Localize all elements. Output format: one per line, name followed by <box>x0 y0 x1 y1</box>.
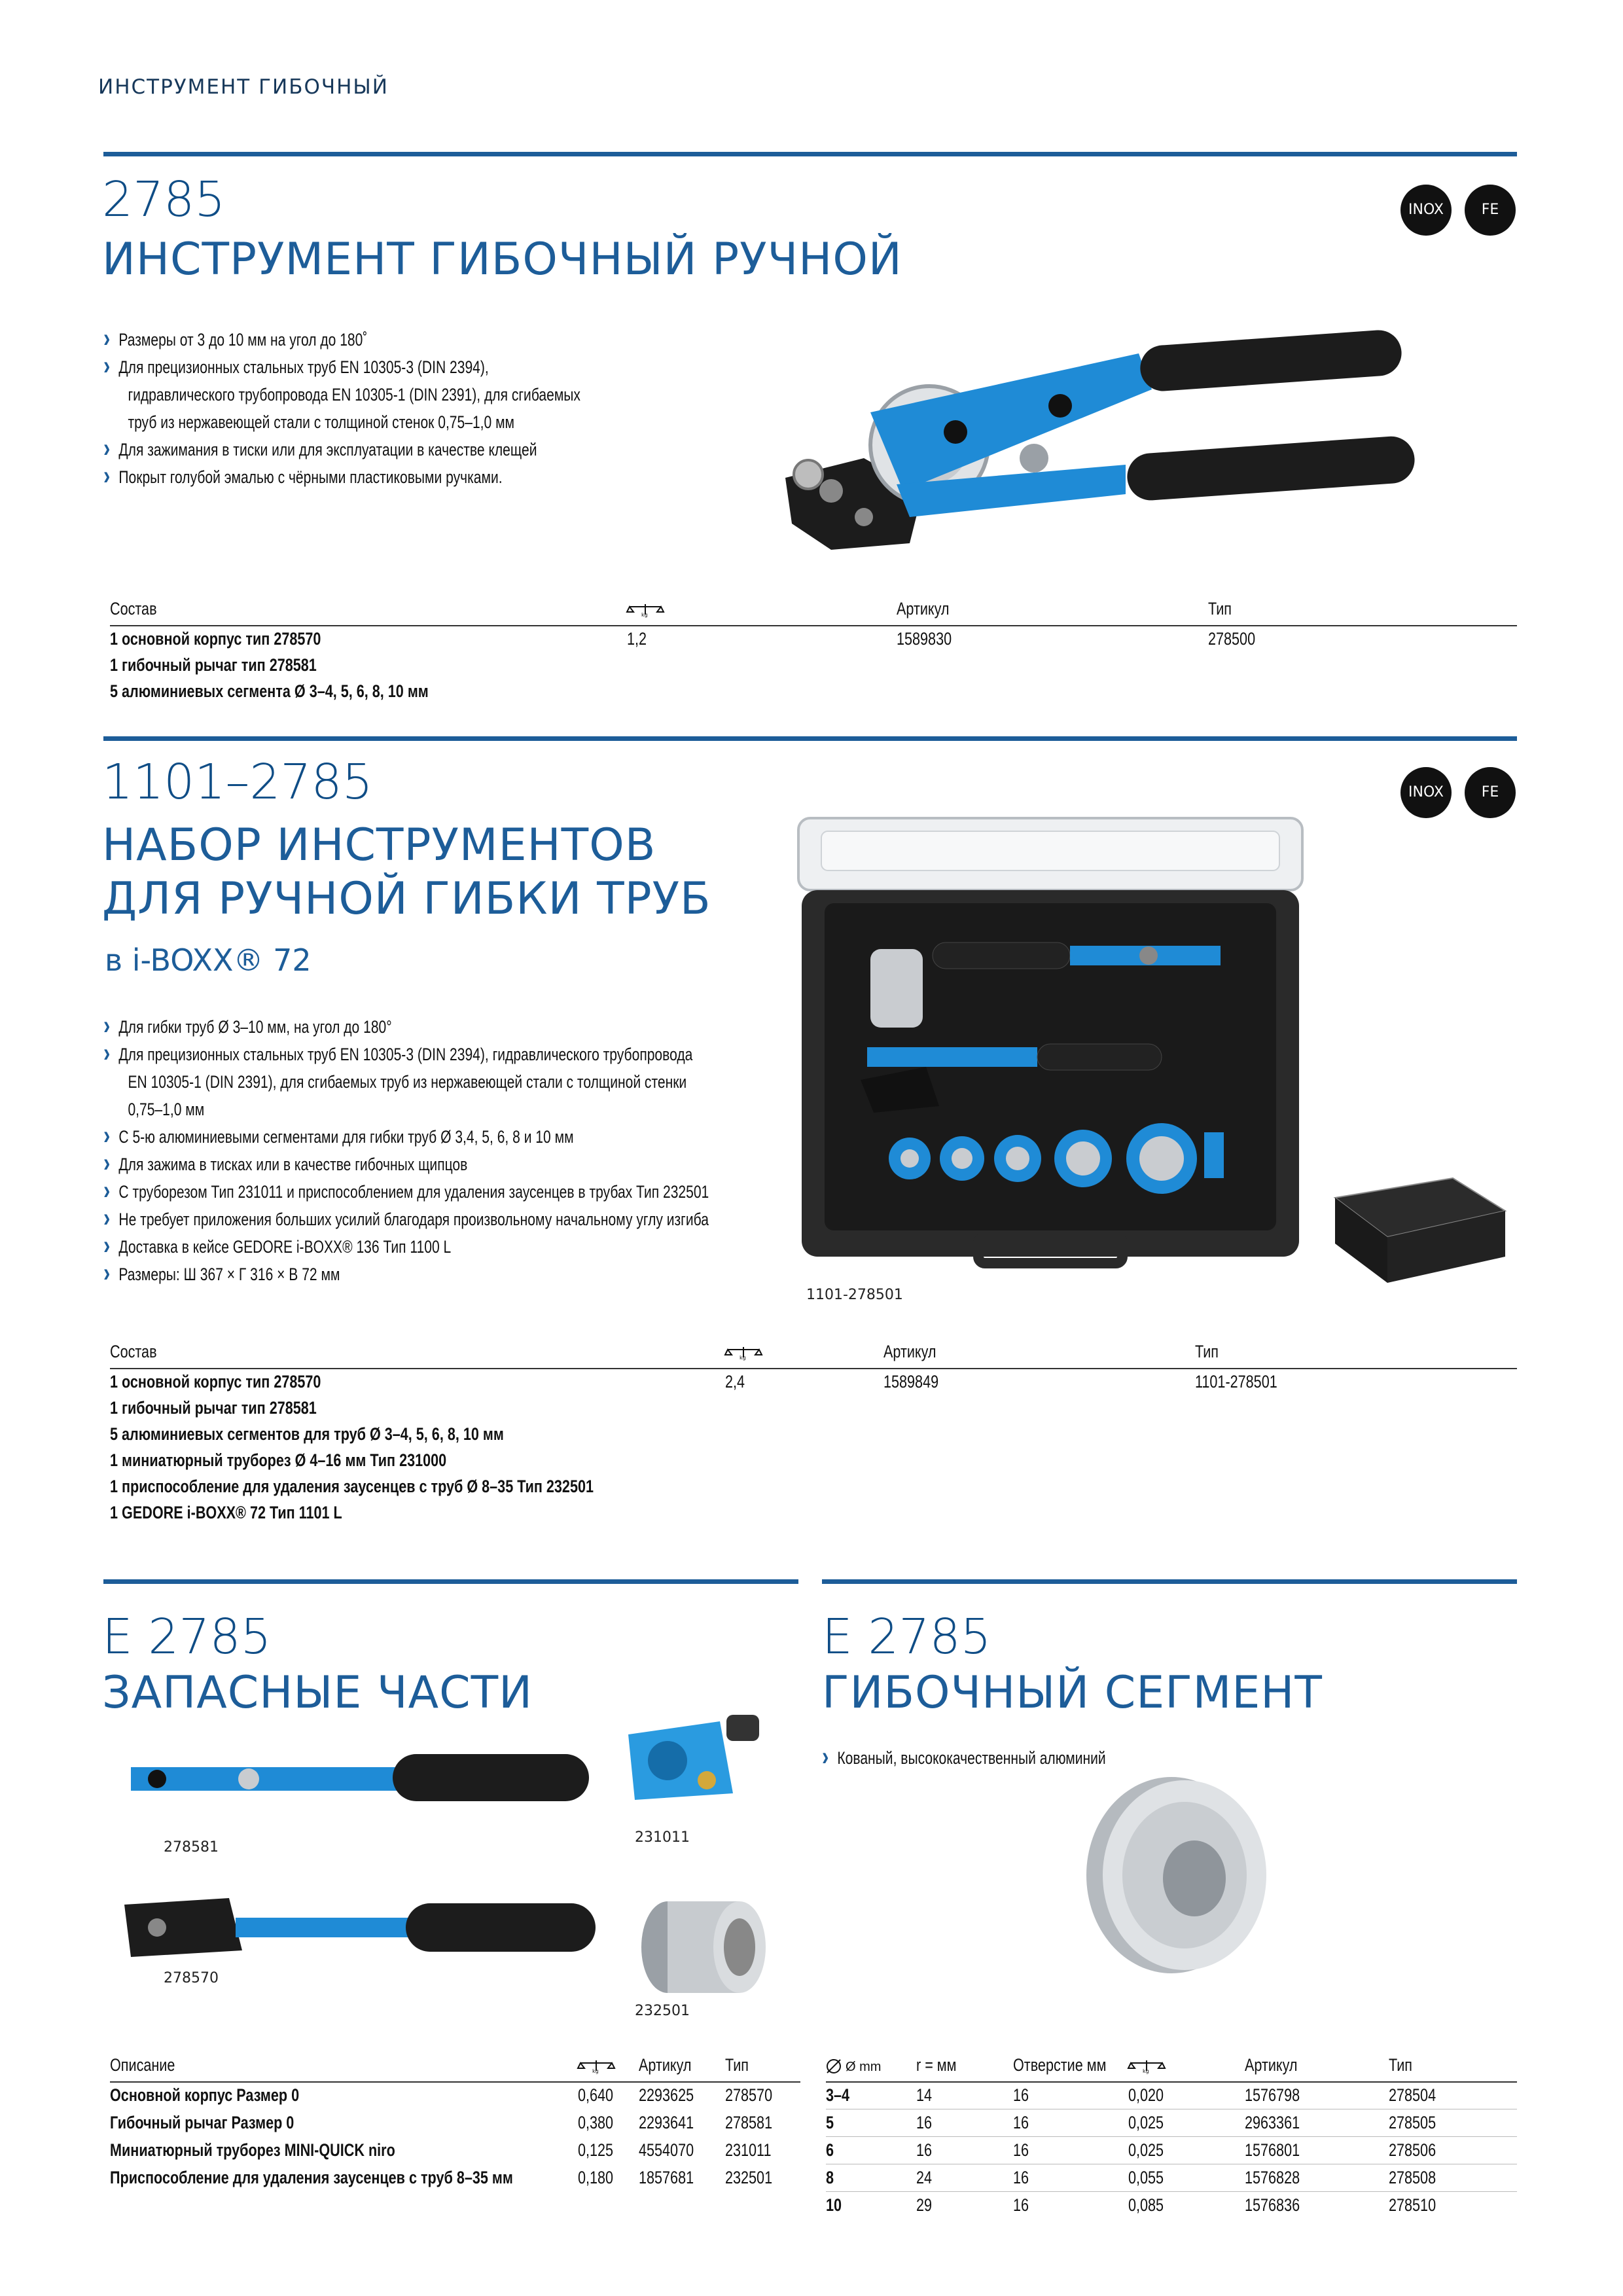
table-row-type: 278505 <box>1389 2113 1436 2132</box>
feature-item: › Покрыт голубой эмалью с чёрными пластиковыми ручками. <box>103 463 580 491</box>
table-row-weight: 0,025 <box>1128 2113 1164 2132</box>
table-row-radius: 24 <box>916 2168 933 2187</box>
segments-table <box>826 2055 1517 2219</box>
article-value: 1589830 <box>897 629 952 649</box>
product1-features <box>103 326 580 491</box>
table-row-weight: 0,055 <box>1128 2168 1164 2187</box>
product2-features <box>103 1013 709 1288</box>
table-row-type: 278504 <box>1389 2085 1436 2105</box>
tool-case-image <box>795 818 1306 1289</box>
weight-icon <box>725 1346 762 1360</box>
table-row: 1 миниатюрный труборез Ø 4–16 мм Тип 231000 <box>110 1450 447 1470</box>
section-header: ИНСТРУМЕНТ ГИБОЧНЫЙ <box>98 75 389 99</box>
table-row-article: 1857681 <box>639 2168 694 2187</box>
table-row-description: Приспособление для удаления заусенцев с труб 8–35 мм <box>110 2168 513 2187</box>
col-header-type: Тип <box>1195 1342 1219 1361</box>
table-row: 1 основной корпус тип 278570 <box>110 629 321 649</box>
product1-table <box>110 599 1517 704</box>
product2-subtitle: в i-BOXX® 72 <box>105 942 312 978</box>
weight-value: 2,4 <box>725 1372 745 1391</box>
table-header-line <box>826 2081 1517 2083</box>
table-row-type: 278581 <box>725 2113 773 2132</box>
table-row-diameter: 10 <box>826 2195 842 2215</box>
table-row-description: Миниатюрный труборез MINI-QUICK niro <box>110 2140 395 2160</box>
product2-title-line2: ДЛЯ РУЧНОЙ ГИБКИ ТРУБ <box>102 873 711 925</box>
col-header-description: Описание <box>110 2055 175 2075</box>
spare-parts-table <box>110 2055 800 2199</box>
table-row-diameter: 5 <box>826 2113 834 2132</box>
small-case-image <box>1322 1172 1518 1302</box>
col-header-article: Артикул <box>897 599 950 619</box>
feature-item: › Для зажима в тисках или в качестве гибочных щипцов <box>103 1151 709 1178</box>
feature-item: › Кованый, высококачественный алюминий <box>822 1744 1106 1772</box>
table-row: 1 приспособление для удаления заусенцев с труб Ø 8–35 Тип 232501 <box>110 1477 594 1496</box>
table-row-type: 232501 <box>725 2168 773 2187</box>
top-rule <box>103 152 1517 156</box>
table-row-article: 2963361 <box>1245 2113 1300 2132</box>
col-header-type: Тип <box>1208 599 1232 619</box>
inox-badge: INOX <box>1400 185 1452 236</box>
section-rule <box>103 736 1517 741</box>
part-caption: 232501 <box>635 2003 690 2019</box>
table-row-weight: 0,125 <box>578 2140 614 2160</box>
part-caption: 231011 <box>635 1829 690 1846</box>
table-row: 1 гибочный рычаг тип 278581 <box>110 655 317 675</box>
table-row-weight: 0,640 <box>578 2085 614 2105</box>
deburring-tool-image <box>628 1892 772 2003</box>
inox-badge: INOX <box>1400 767 1452 818</box>
product2-title-line1: НАБОР ИНСТРУМЕНТОВ <box>102 819 656 871</box>
table-row-article: 2293641 <box>639 2113 694 2132</box>
table-row-type: 278508 <box>1389 2168 1436 2187</box>
table-row-weight: 0,085 <box>1128 2195 1164 2215</box>
table-row-hole: 16 <box>1013 2195 1029 2215</box>
table-row-diameter: 3–4 <box>826 2085 850 2105</box>
table-row-radius: 16 <box>916 2140 933 2160</box>
product1-title: ИНСТРУМЕНТ ГИБОЧНЫЙ РУЧНОЙ <box>102 234 902 285</box>
col-header-article: Артикул <box>1245 2055 1298 2075</box>
table-row-article: 1576798 <box>1245 2085 1300 2105</box>
feature-item: 0,75–1,0 мм <box>128 1100 205 1119</box>
table-row-type: 231011 <box>725 2140 772 2160</box>
table-row-hole: 16 <box>1013 2085 1029 2105</box>
table-row-article: 1576828 <box>1245 2168 1300 2187</box>
feature-item: › Не требует приложения больших усилий благодаря произвольному начальному углу изгиба <box>103 1206 709 1233</box>
col-header-type: Тип <box>725 2055 749 2075</box>
table-row: 1 основной корпус тип 278570 <box>110 1372 321 1391</box>
table-row-description: Гибочный рычаг Размер 0 <box>110 2113 294 2132</box>
table-row-radius: 29 <box>916 2195 933 2215</box>
product2-code: 1101–2785 <box>102 754 373 810</box>
table-row-diameter: 8 <box>826 2168 834 2187</box>
feature-item: › Для прецизионных стальных труб EN 10305-3 (DIN 2394), гидравлического трубопровода <box>103 1041 709 1068</box>
type-value: 278500 <box>1208 629 1256 649</box>
bending-segment-image <box>1073 1767 1283 1983</box>
col-header-composition: Состав <box>110 599 157 619</box>
weight-icon-label: kg <box>1143 2068 1149 2074</box>
table-row-description: Основной корпус Размер 0 <box>110 2085 300 2105</box>
table-row-radius: 14 <box>916 2085 933 2105</box>
feature-item: › Размеры: Ш 367 × Г 316 × В 72 мм <box>103 1261 709 1288</box>
product3-code: E 2785 <box>102 1609 272 1665</box>
section-rule <box>103 1579 798 1584</box>
table-row-weight: 0,380 <box>578 2113 614 2132</box>
product3-title: ЗАПАСНЫЕ ЧАСТИ <box>102 1667 533 1719</box>
article-value: 1589849 <box>883 1372 939 1391</box>
product4-features <box>822 1744 1106 1772</box>
table-row-type: 278506 <box>1389 2140 1436 2160</box>
feature-item: гидравлического трубопровода EN 10305-1 (DIN 2391), для сгибаемых <box>128 385 580 404</box>
product4-title: ГИБОЧНЫЙ СЕГМЕНТ <box>822 1667 1323 1719</box>
feature-item: › Для зажимания в тиски или для эксплуатации в качестве клещей <box>103 436 580 463</box>
feature-item: › Размеры от 3 до 10 мм на угол до 180˚ <box>103 326 580 353</box>
type-value: 1101-278501 <box>1195 1372 1277 1391</box>
weight-icon-label: kg <box>592 2068 599 2074</box>
col-header-type: Тип <box>1389 2055 1413 2075</box>
feature-item: › С 5-ю алюминиевыми сегментами для гибки труб Ø 3,4, 5, 6, 8 и 10 мм <box>103 1123 709 1151</box>
feature-item: › Доставка в кейсе GEDORE i-BOXX® 136 Тип 1100 L <box>103 1233 709 1261</box>
col-header-composition: Состав <box>110 1342 157 1361</box>
part-caption: 278581 <box>164 1839 219 1856</box>
table-header-line <box>110 1368 1517 1369</box>
diameter-icon <box>826 2058 885 2075</box>
row-separator <box>826 2136 1517 2137</box>
weight-icon <box>1128 2059 1165 2073</box>
table-row: 1 GEDORE i-BOXX® 72 Тип 1101 L <box>110 1503 342 1522</box>
table-row-article: 4554070 <box>639 2140 694 2160</box>
table-row-hole: 16 <box>1013 2113 1029 2132</box>
col-header-hole: Отверстие мм <box>1013 2055 1107 2075</box>
table-header-line <box>110 2081 800 2083</box>
weight-icon <box>578 2059 615 2073</box>
diameter-header-label: Ø mm <box>846 2060 882 2074</box>
row-separator <box>826 2191 1517 2192</box>
col-header-article: Артикул <box>883 1342 936 1361</box>
fe-badge: FE <box>1465 185 1516 236</box>
table-row-weight: 0,020 <box>1128 2085 1164 2105</box>
feature-item: › С труборезом Тип 231011 и приспособлением для удаления заусенцев в трубах Тип 232501 <box>103 1178 709 1206</box>
weight-icon-label: kg <box>641 612 648 618</box>
table-row-type: 278510 <box>1389 2195 1436 2215</box>
main-body-image <box>124 1892 596 1964</box>
feature-item: › Для прецизионных стальных труб EN 10305-3 (DIN 2394), <box>103 353 580 381</box>
pipe-cutter-image <box>622 1708 779 1806</box>
table-row-hole: 16 <box>1013 2140 1029 2160</box>
product1-code: 2785 <box>102 171 226 228</box>
table-row-article: 1576836 <box>1245 2195 1300 2215</box>
feature-item: труб из нержавеющей стали с толщиной стенок 0,75–1,0 мм <box>128 412 515 432</box>
product2-table <box>110 1342 1517 1525</box>
table-row-hole: 16 <box>1013 2168 1029 2187</box>
table-row-radius: 16 <box>916 2113 933 2132</box>
feature-item: EN 10305-1 (DIN 2391), для сгибаемых труб из нержавеющей стали с толщиной стенки <box>128 1072 687 1092</box>
part-caption: 278570 <box>164 1970 219 1986</box>
table-row-weight: 0,025 <box>1128 2140 1164 2160</box>
table-row-type: 278570 <box>725 2085 773 2105</box>
image-caption: 1101-278501 <box>806 1287 903 1303</box>
table-row-article: 2293625 <box>639 2085 694 2105</box>
table-row: 1 гибочный рычаг тип 278581 <box>110 1398 317 1418</box>
col-header-radius: r = мм <box>916 2055 957 2075</box>
col-header-article: Артикул <box>639 2055 692 2075</box>
table-row-weight: 0,180 <box>578 2168 614 2187</box>
table-row: 5 алюминиевых сегментов для труб Ø 3–4, 5, 6, 8, 10 мм <box>110 1424 504 1444</box>
weight-value: 1,2 <box>627 629 647 649</box>
feature-item: › Для гибки труб Ø 3–10 мм, на угол до 180° <box>103 1013 709 1041</box>
weight-icon <box>627 603 664 617</box>
table-row-article: 1576801 <box>1245 2140 1300 2160</box>
product4-code: E 2785 <box>822 1609 991 1665</box>
pipe-bender-image <box>772 327 1440 589</box>
fe-badge: FE <box>1465 767 1516 818</box>
bending-lever-image <box>131 1741 589 1820</box>
table-header-line <box>110 625 1517 626</box>
section-rule <box>822 1579 1517 1584</box>
weight-icon-label: kg <box>740 1355 746 1361</box>
table-row-diameter: 6 <box>826 2140 834 2160</box>
table-row: 5 алюминиевых сегмента Ø 3–4, 5, 6, 8, 10 мм <box>110 681 429 701</box>
